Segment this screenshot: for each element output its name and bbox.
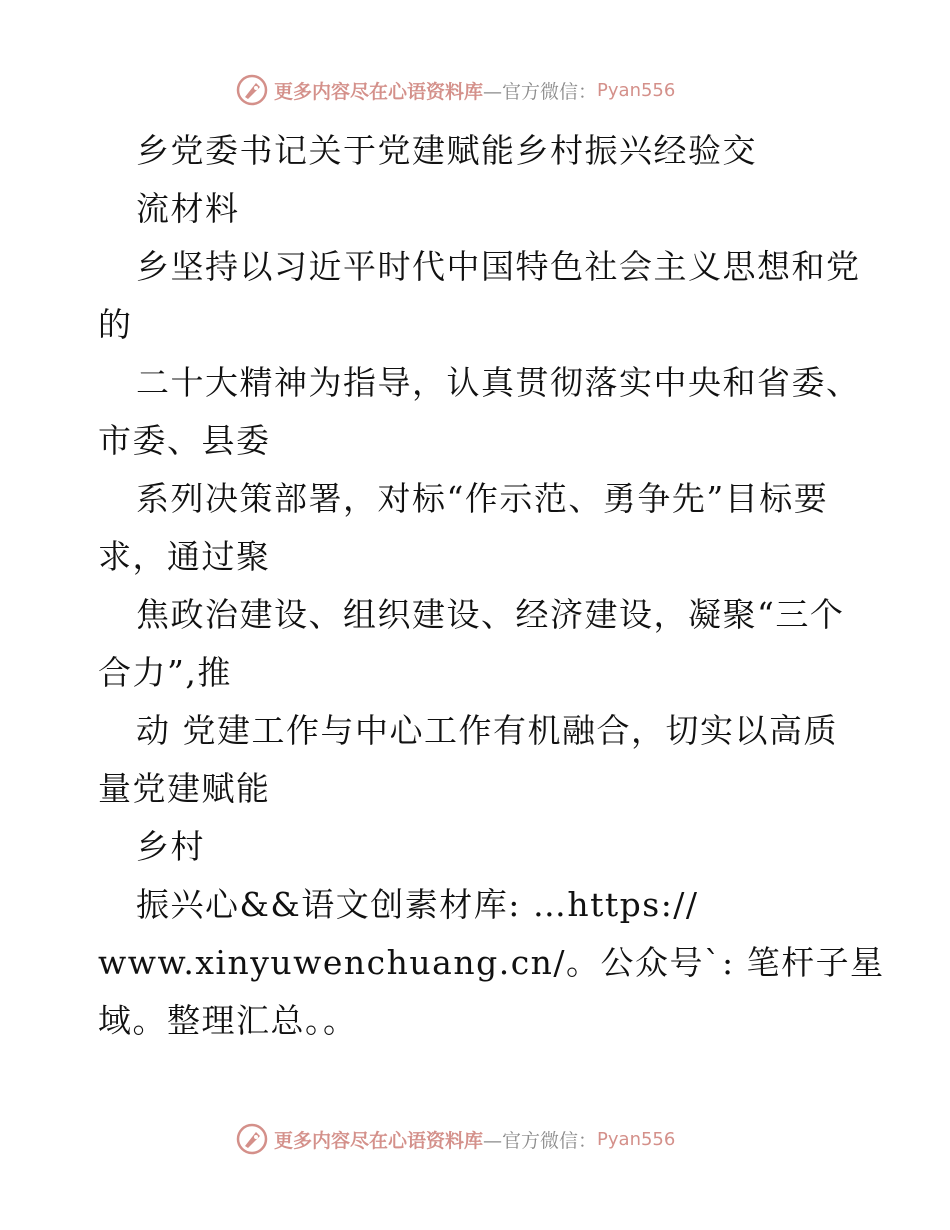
paragraph-line: 的 — [98, 305, 133, 344]
pen-nib-logo-icon — [236, 1123, 268, 1155]
paragraph-line: 动 党建工作与中心工作有机融合，切实以高质 — [136, 711, 838, 750]
watermark-main-text: 更多内容尽在心语资料库 — [274, 1129, 484, 1152]
paragraph-line: 乡村 — [136, 827, 205, 866]
watermark-id-text: Pyan556 — [597, 79, 676, 101]
watermark-sub-text: —官方微信： — [483, 1129, 598, 1152]
paragraph-line: 合力”,推 — [98, 653, 232, 692]
paragraph-line: 量党建赋能 — [98, 769, 271, 808]
pen-nib-logo-icon — [236, 74, 268, 106]
watermark-sub-text: —官方微信： — [483, 80, 598, 103]
document-title-line-2: 流材料 — [136, 189, 240, 228]
paragraph-line: 求，通过聚 — [98, 537, 271, 576]
paragraph-line: 乡坚持以习近平时代中国特色社会主义思想和党 — [136, 247, 861, 286]
footer-watermark — [236, 1122, 675, 1156]
watermark-main-text: 更多内容尽在心语资料库 — [274, 80, 484, 103]
paragraph-line: 焦政治建设、组织建设、经济建设，凝聚“三个 — [136, 595, 845, 634]
paragraph-line: 域。整理汇总。。 — [98, 1001, 358, 1040]
document-title-line-1: 乡党委书记关于党建赋能乡村振兴经验交 — [136, 131, 757, 170]
paragraph-line: 振兴心&&语文创素材库: …https:// — [136, 885, 699, 924]
document-body — [98, 122, 885, 1050]
watermark-id-text: Pyan556 — [597, 1128, 676, 1150]
paragraph-line: 二十大精神为指导，认真贯彻落实中央和省委、 — [136, 363, 861, 402]
paragraph-line: www.xinyuwenchuang.cn/。公众号`: 笔杆子星 — [98, 943, 885, 982]
paragraph-line: 系列决策部署，对标“作示范、勇争先”目标要 — [136, 479, 829, 518]
paragraph-line: 市委、县委 — [98, 421, 271, 460]
header-watermark — [236, 73, 675, 107]
